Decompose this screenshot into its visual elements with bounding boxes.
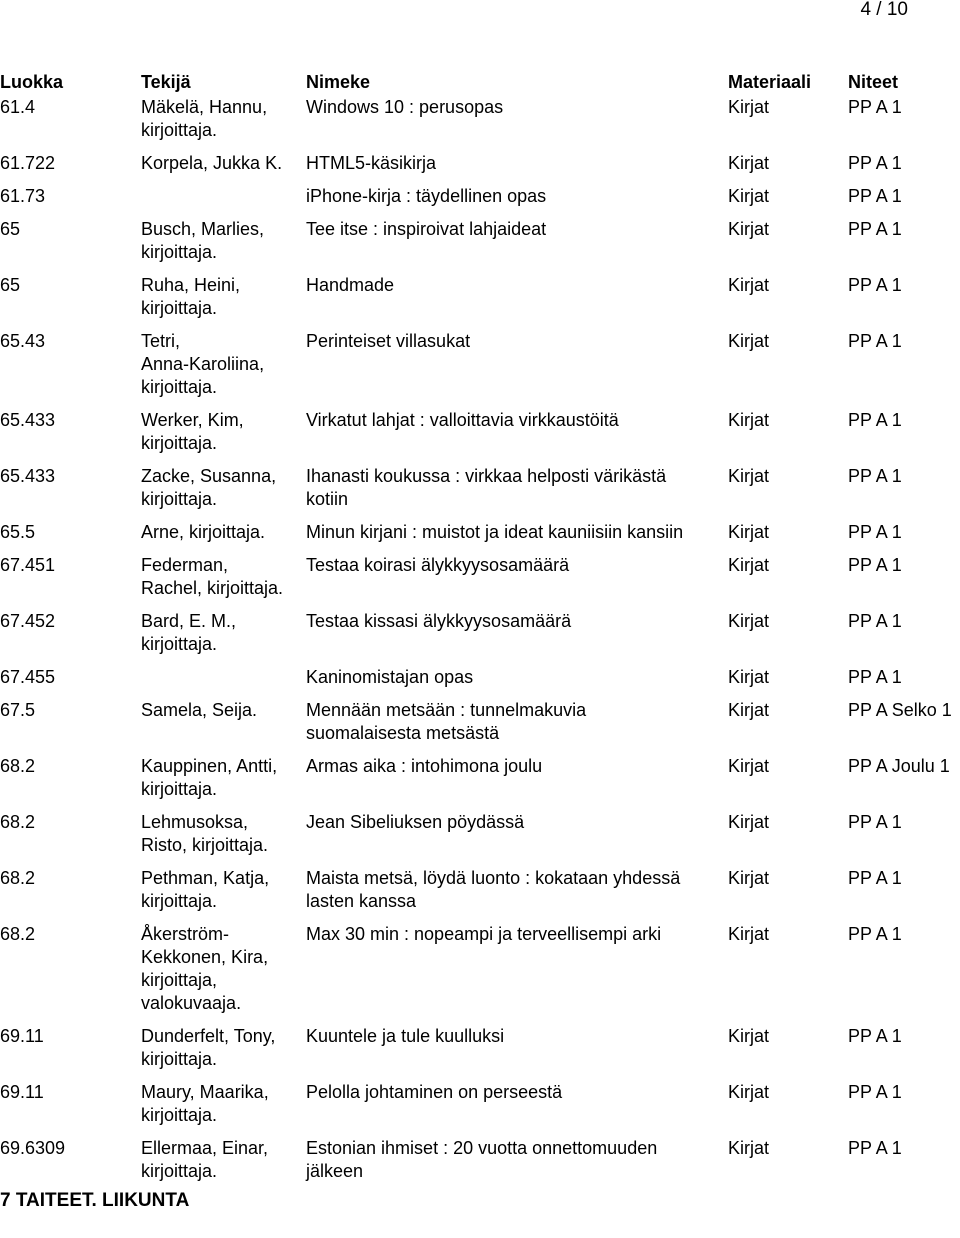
title-line: kotiin bbox=[306, 489, 349, 509]
table-row bbox=[0, 1081, 960, 1137]
title-line: Ihanasti koukussa : virkkaa helposti värikästä bbox=[306, 466, 667, 486]
cell-title bbox=[306, 867, 680, 913]
table-row bbox=[0, 521, 960, 554]
cell-title bbox=[306, 1137, 657, 1183]
author-line: Tetri, bbox=[141, 331, 181, 351]
author-line: kirjoittaja. bbox=[141, 377, 218, 397]
cell-title bbox=[306, 755, 542, 778]
cell-notes: PP A 1 bbox=[848, 1082, 902, 1102]
table-row bbox=[0, 152, 960, 185]
cell-material: Kirjat bbox=[728, 667, 770, 687]
cell-notes: PP A 1 bbox=[848, 667, 902, 687]
header-notes: Niteet bbox=[848, 72, 899, 92]
cell-title bbox=[306, 185, 546, 208]
author-line: kirjoittaja. bbox=[141, 298, 218, 318]
cell-material: Kirjat bbox=[728, 186, 770, 206]
cell-title bbox=[306, 330, 470, 353]
cell-title bbox=[306, 521, 683, 544]
author-line: Bard, E. M., bbox=[141, 611, 237, 631]
author-line: kirjoittaja. bbox=[141, 779, 218, 799]
cell-title bbox=[306, 666, 473, 689]
cell-author bbox=[141, 521, 265, 544]
author-line: Lehmusoksa, bbox=[141, 812, 249, 832]
cell-class-number: 69.6309 bbox=[0, 1138, 66, 1158]
table-row bbox=[0, 218, 960, 274]
cell-material: Kirjat bbox=[728, 1026, 770, 1046]
title-line: lasten kanssa bbox=[306, 891, 417, 911]
cell-material: Kirjat bbox=[728, 812, 770, 832]
header-author: Tekijä bbox=[141, 72, 191, 92]
table-row bbox=[0, 755, 960, 811]
table-row bbox=[0, 811, 960, 867]
cell-notes: PP A 1 bbox=[848, 812, 902, 832]
cell-author bbox=[141, 409, 244, 455]
cell-notes: PP A 1 bbox=[848, 186, 902, 206]
cell-material: Kirjat bbox=[728, 924, 770, 944]
author-line: Anna-Karoliina, bbox=[141, 354, 265, 374]
author-line: Dunderfelt, Tony, bbox=[141, 1026, 276, 1046]
cell-title bbox=[306, 274, 394, 297]
cell-material: Kirjat bbox=[728, 97, 770, 117]
cell-class-number: 61.4 bbox=[0, 97, 36, 117]
cell-notes: PP A 1 bbox=[848, 153, 902, 173]
title-line: Mennään metsään : tunnelmakuvia bbox=[306, 700, 587, 720]
section-heading: 7 TAITEET. LIIKUNTA bbox=[0, 1190, 190, 1211]
table-row bbox=[0, 96, 960, 152]
author-line: Risto, kirjoittaja. bbox=[141, 835, 269, 855]
title-line: Jean Sibeliuksen pöydässä bbox=[306, 812, 525, 832]
cell-title bbox=[306, 811, 524, 834]
header-title: Nimeke bbox=[306, 72, 371, 92]
cell-author bbox=[141, 218, 264, 264]
cell-title bbox=[306, 409, 619, 432]
cell-class-number: 67.455 bbox=[0, 667, 56, 687]
cell-material: Kirjat bbox=[728, 275, 770, 295]
title-line: Pelolla johtaminen on perseestä bbox=[306, 1082, 563, 1102]
author-line: Busch, Marlies, bbox=[141, 219, 265, 239]
cell-notes: PP A 1 bbox=[848, 555, 902, 575]
cell-material: Kirjat bbox=[728, 555, 770, 575]
title-line: Testaa kissasi älykkyysosamäärä bbox=[306, 611, 572, 631]
cell-author bbox=[141, 330, 264, 399]
table-row bbox=[0, 610, 960, 666]
title-line: Windows 10 : perusopas bbox=[306, 97, 504, 117]
author-line: kirjoittaja. bbox=[141, 1049, 218, 1069]
table-body bbox=[0, 96, 960, 1193]
author-line: Ellermaa, Einar, bbox=[141, 1138, 269, 1158]
cell-notes: PP A 1 bbox=[848, 275, 902, 295]
author-line: valokuvaaja. bbox=[141, 993, 242, 1013]
author-line: Ruha, Heini, bbox=[141, 275, 241, 295]
table-row bbox=[0, 666, 960, 699]
cell-notes: PP A 1 bbox=[848, 611, 902, 631]
cell-class-number: 67.451 bbox=[0, 555, 56, 575]
cell-notes: PP A 1 bbox=[848, 868, 902, 888]
cell-class-number: 67.5 bbox=[0, 700, 36, 720]
cell-author bbox=[141, 274, 240, 320]
cell-author bbox=[141, 699, 257, 722]
cell-material: Kirjat bbox=[728, 1138, 770, 1158]
cell-notes: PP A 1 bbox=[848, 1026, 902, 1046]
cell-title bbox=[306, 699, 586, 745]
cell-class-number: 65 bbox=[0, 219, 21, 239]
author-line: Mäkelä, Hannu, bbox=[141, 97, 268, 117]
author-line: Rachel, kirjoittaja. bbox=[141, 578, 284, 598]
cell-class-number: 69.11 bbox=[0, 1082, 44, 1102]
title-line: Handmade bbox=[306, 275, 395, 295]
title-line: Max 30 min : nopeampi ja terveellisempi arki bbox=[306, 924, 662, 944]
title-line: Maista metsä, löydä luonto : kokataan yhdessä bbox=[306, 868, 681, 888]
table-row bbox=[0, 923, 960, 1025]
cell-class-number: 68.2 bbox=[0, 868, 36, 888]
cell-class-number: 65.5 bbox=[0, 522, 36, 542]
author-line: kirjoittaja. bbox=[141, 242, 218, 262]
table-row bbox=[0, 274, 960, 330]
author-line: kirjoittaja. bbox=[141, 489, 218, 509]
author-line: Kauppinen, Antti, bbox=[141, 756, 278, 776]
title-line: Tee itse : inspiroivat lahjaideat bbox=[306, 219, 547, 239]
table-row bbox=[0, 409, 960, 465]
cell-author bbox=[141, 610, 236, 656]
cell-material: Kirjat bbox=[728, 219, 770, 239]
cell-class-number: 61.73 bbox=[0, 186, 46, 206]
cell-class-number: 65 bbox=[0, 275, 21, 295]
table-row bbox=[0, 867, 960, 923]
author-line: Federman, bbox=[141, 555, 229, 575]
page-number: 4 / 10 bbox=[860, 0, 908, 20]
title-line: Kuuntele ja tule kuulluksi bbox=[306, 1026, 505, 1046]
title-line: Minun kirjani : muistot ja ideat kauniisiin kansiin bbox=[306, 522, 684, 542]
catalog-table bbox=[0, 70, 960, 1193]
cell-author bbox=[141, 96, 267, 142]
cell-title bbox=[306, 1081, 562, 1104]
title-line: jälkeen bbox=[306, 1161, 364, 1181]
cell-material: Kirjat bbox=[728, 331, 770, 351]
cell-class-number: 61.722 bbox=[0, 153, 56, 173]
cell-material: Kirjat bbox=[728, 868, 770, 888]
author-line: kirjoittaja. bbox=[141, 120, 218, 140]
cell-title bbox=[306, 923, 661, 946]
author-line: kirjoittaja. bbox=[141, 1105, 218, 1125]
cell-class-number: 65.433 bbox=[0, 466, 56, 486]
cell-author bbox=[141, 152, 282, 175]
table-header bbox=[0, 70, 960, 96]
title-line: Virkatut lahjat : valloittavia virkkaustöitä bbox=[306, 410, 619, 430]
author-line: Korpela, Jukka K. bbox=[141, 153, 283, 173]
author-line: kirjoittaja. bbox=[141, 891, 218, 911]
cell-notes: PP A 1 bbox=[848, 219, 902, 239]
table-row bbox=[0, 185, 960, 218]
table-row bbox=[0, 465, 960, 521]
author-line: Samela, Seija. bbox=[141, 700, 258, 720]
title-line: Armas aika : intohimona joulu bbox=[306, 756, 543, 776]
title-line: suomalaisesta metsästä bbox=[306, 723, 500, 743]
cell-material: Kirjat bbox=[728, 1082, 770, 1102]
cell-class-number: 69.11 bbox=[0, 1026, 44, 1046]
cell-material: Kirjat bbox=[728, 756, 770, 776]
cell-author bbox=[141, 1025, 275, 1071]
cell-author bbox=[141, 554, 283, 600]
author-line: Kekkonen, Kira, bbox=[141, 947, 269, 967]
title-line: Testaa koirasi älykkyysosamäärä bbox=[306, 555, 570, 575]
cell-author bbox=[141, 1137, 268, 1183]
table-row bbox=[0, 1025, 960, 1081]
cell-author bbox=[141, 923, 268, 1015]
cell-material: Kirjat bbox=[728, 410, 770, 430]
cell-title bbox=[306, 1025, 504, 1048]
cell-class-number: 68.2 bbox=[0, 924, 36, 944]
cell-class-number: 68.2 bbox=[0, 756, 36, 776]
author-line: kirjoittaja. bbox=[141, 1161, 218, 1181]
cell-class-number: 67.452 bbox=[0, 611, 56, 631]
author-line: Arne, kirjoittaja. bbox=[141, 522, 266, 542]
author-line: Werker, Kim, bbox=[141, 410, 244, 430]
table-row bbox=[0, 1137, 960, 1193]
title-line: Estonian ihmiset : 20 vuotta onnettomuuden bbox=[306, 1138, 658, 1158]
table-row bbox=[0, 699, 960, 755]
cell-title bbox=[306, 554, 569, 577]
author-line: kirjoittaja, bbox=[141, 970, 218, 990]
cell-title bbox=[306, 218, 546, 241]
author-line: Maury, Maarika, bbox=[141, 1082, 269, 1102]
author-line: Åkerström- bbox=[141, 924, 230, 944]
title-line: Kaninomistajan opas bbox=[306, 667, 474, 687]
cell-title bbox=[306, 465, 666, 511]
author-line: kirjoittaja. bbox=[141, 634, 218, 654]
cell-notes: PP A Selko 1 bbox=[848, 700, 952, 720]
cell-material: Kirjat bbox=[728, 153, 770, 173]
title-line: HTML5-käsikirja bbox=[306, 153, 437, 173]
cell-notes: PP A 1 bbox=[848, 522, 902, 542]
cell-notes: PP A 1 bbox=[848, 924, 902, 944]
cell-notes: PP A 1 bbox=[848, 466, 902, 486]
cell-notes: PP A 1 bbox=[848, 97, 902, 117]
cell-material: Kirjat bbox=[728, 522, 770, 542]
title-line: iPhone-kirja : täydellinen opas bbox=[306, 186, 547, 206]
cell-notes: PP A Joulu 1 bbox=[848, 756, 950, 776]
author-line: Zacke, Susanna, bbox=[141, 466, 277, 486]
cell-notes: PP A 1 bbox=[848, 410, 902, 430]
cell-author bbox=[141, 811, 268, 857]
cell-material: Kirjat bbox=[728, 700, 770, 720]
cell-author bbox=[141, 867, 269, 913]
cell-title bbox=[306, 610, 571, 633]
header-material: Materiaali bbox=[728, 72, 812, 92]
cell-material: Kirjat bbox=[728, 611, 770, 631]
title-line: Perinteiset villasukat bbox=[306, 331, 471, 351]
table-row bbox=[0, 330, 960, 409]
author-line: Pethman, Katja, bbox=[141, 868, 270, 888]
cell-class-number: 65.433 bbox=[0, 410, 56, 430]
cell-notes: PP A 1 bbox=[848, 1138, 902, 1158]
cell-title bbox=[306, 152, 436, 175]
cell-class-number: 68.2 bbox=[0, 812, 36, 832]
cell-class-number: 65.43 bbox=[0, 331, 46, 351]
table-row bbox=[0, 554, 960, 610]
cell-author bbox=[141, 465, 276, 511]
cell-author bbox=[141, 755, 277, 801]
cell-author bbox=[141, 1081, 269, 1127]
header-class: Luokka bbox=[0, 72, 64, 92]
author-line: kirjoittaja. bbox=[141, 433, 218, 453]
cell-title bbox=[306, 96, 503, 119]
cell-notes: PP A 1 bbox=[848, 331, 902, 351]
cell-material: Kirjat bbox=[728, 466, 770, 486]
